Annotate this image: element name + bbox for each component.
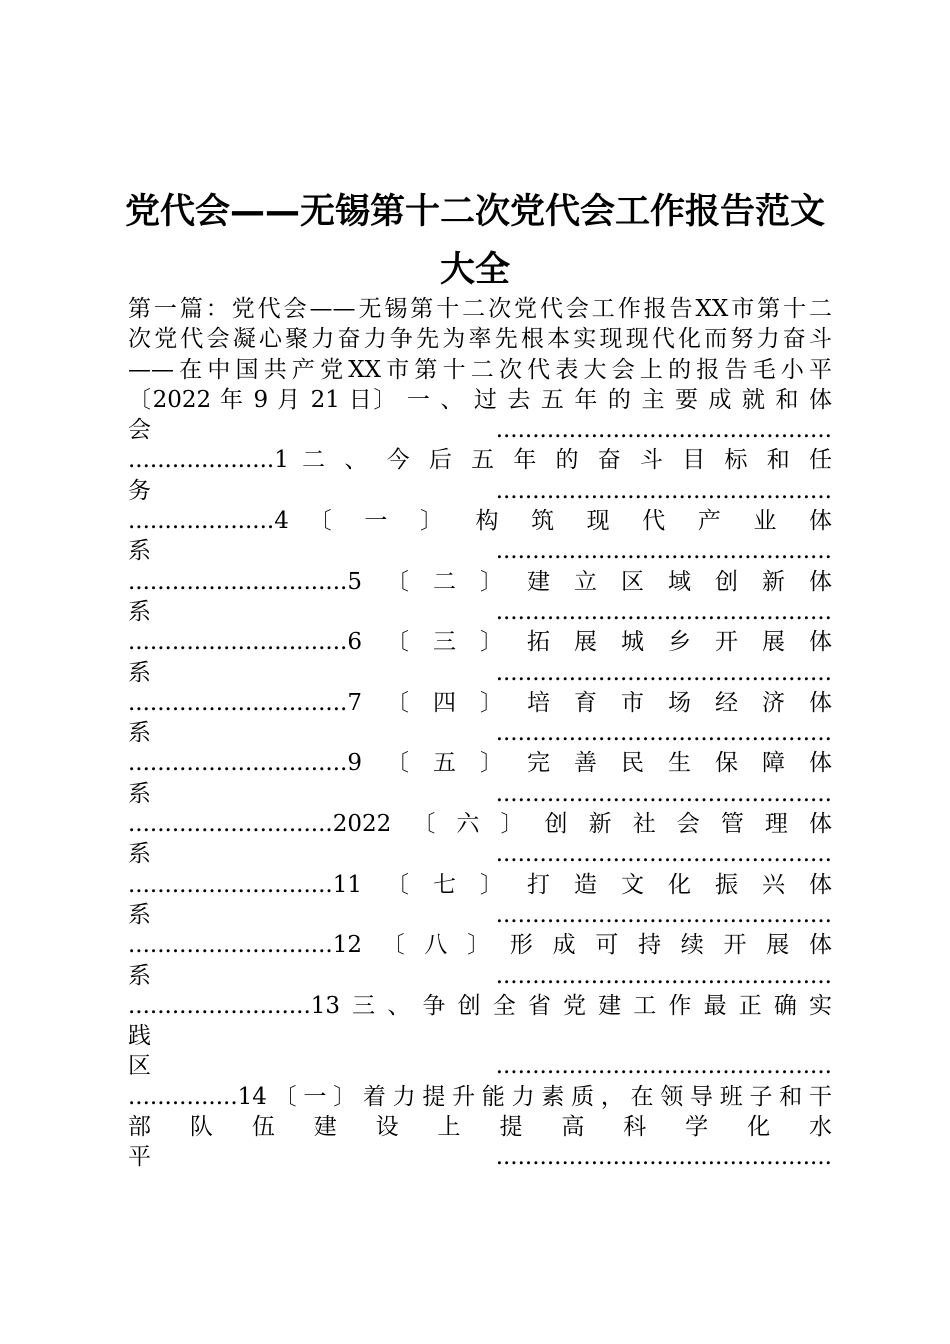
toc-entry-line: ............................2022〔六〕创新社会管理体: [128, 811, 832, 838]
toc-leader-line: 区..............................................: [128, 1053, 832, 1080]
toc-leader-line: 务..............................................: [128, 477, 832, 504]
body-line: 践: [128, 1023, 151, 1050]
body-line: 次党代会凝心聚力奋力争先为率先根本实现现代化而努力奋斗: [128, 326, 832, 353]
toc-leader-line: 系..............................................: [128, 720, 832, 747]
toc-entry-line: ..............................7〔四〕培育市场经济体: [128, 689, 832, 716]
toc-leader-line: 系..............................................: [128, 598, 832, 625]
toc-leader-line: 系..............................................: [128, 962, 832, 989]
document-title-line-2: 大全: [439, 250, 510, 290]
toc-entry-line: ..............................5〔二〕建立区域创新体: [128, 568, 832, 595]
toc-entry-line: ....................4 〔 一 〕 构 筑 现 代 产 业 体: [128, 508, 832, 535]
body-line: 第一篇：党代会——无锡第十二次党代会工作报告XX市第十二: [128, 296, 832, 322]
toc-entry-line: ...............14〔一〕着力提升能力素质，在领导班子和干: [128, 1083, 832, 1110]
toc-leader-line: 系..............................................: [128, 901, 832, 928]
toc-leader-line: 系..............................................: [128, 538, 832, 565]
toc-entry-line: ....................1 二 、 今 后 五 年 的 奋 斗 目 标 和 任: [128, 447, 832, 474]
toc-leader-line: 会..............................................: [128, 417, 832, 444]
toc-entry-line: ............................12〔八〕形成可持续开展体: [128, 932, 832, 959]
toc-leader-line: 系..............................................: [128, 841, 832, 868]
toc-entry-line: ..............................9〔五〕完善民生保障体: [128, 750, 832, 777]
body-line: 〔2022 年 9 月 21 日〕 一 、 过 去 五 年 的 主 要 成 就 和 体: [128, 386, 832, 413]
toc-entry-line: .........................13三、争创全省党建工作最正确实: [128, 992, 832, 1019]
document-body: [128, 294, 832, 1173]
toc-entry-line: ............................11〔七〕打造文化振兴体: [128, 871, 832, 898]
toc-leader-line: 系..............................................: [128, 780, 832, 807]
body-line: ——在中国共产党XX市第十二次代表大会上的报告毛小平: [128, 356, 832, 383]
toc-leader-line: 平..............................................: [128, 1144, 832, 1171]
toc-entry-line: ..............................6〔三〕拓展城乡开展体: [128, 629, 832, 656]
document-title-line-1: 党代会——无锡第十二次党代会工作报告范文: [124, 192, 825, 232]
body-line: 部 队 伍 建 设 上 提 高 科 学 化 水: [128, 1114, 832, 1141]
toc-leader-line: 系..............................................: [128, 659, 832, 686]
